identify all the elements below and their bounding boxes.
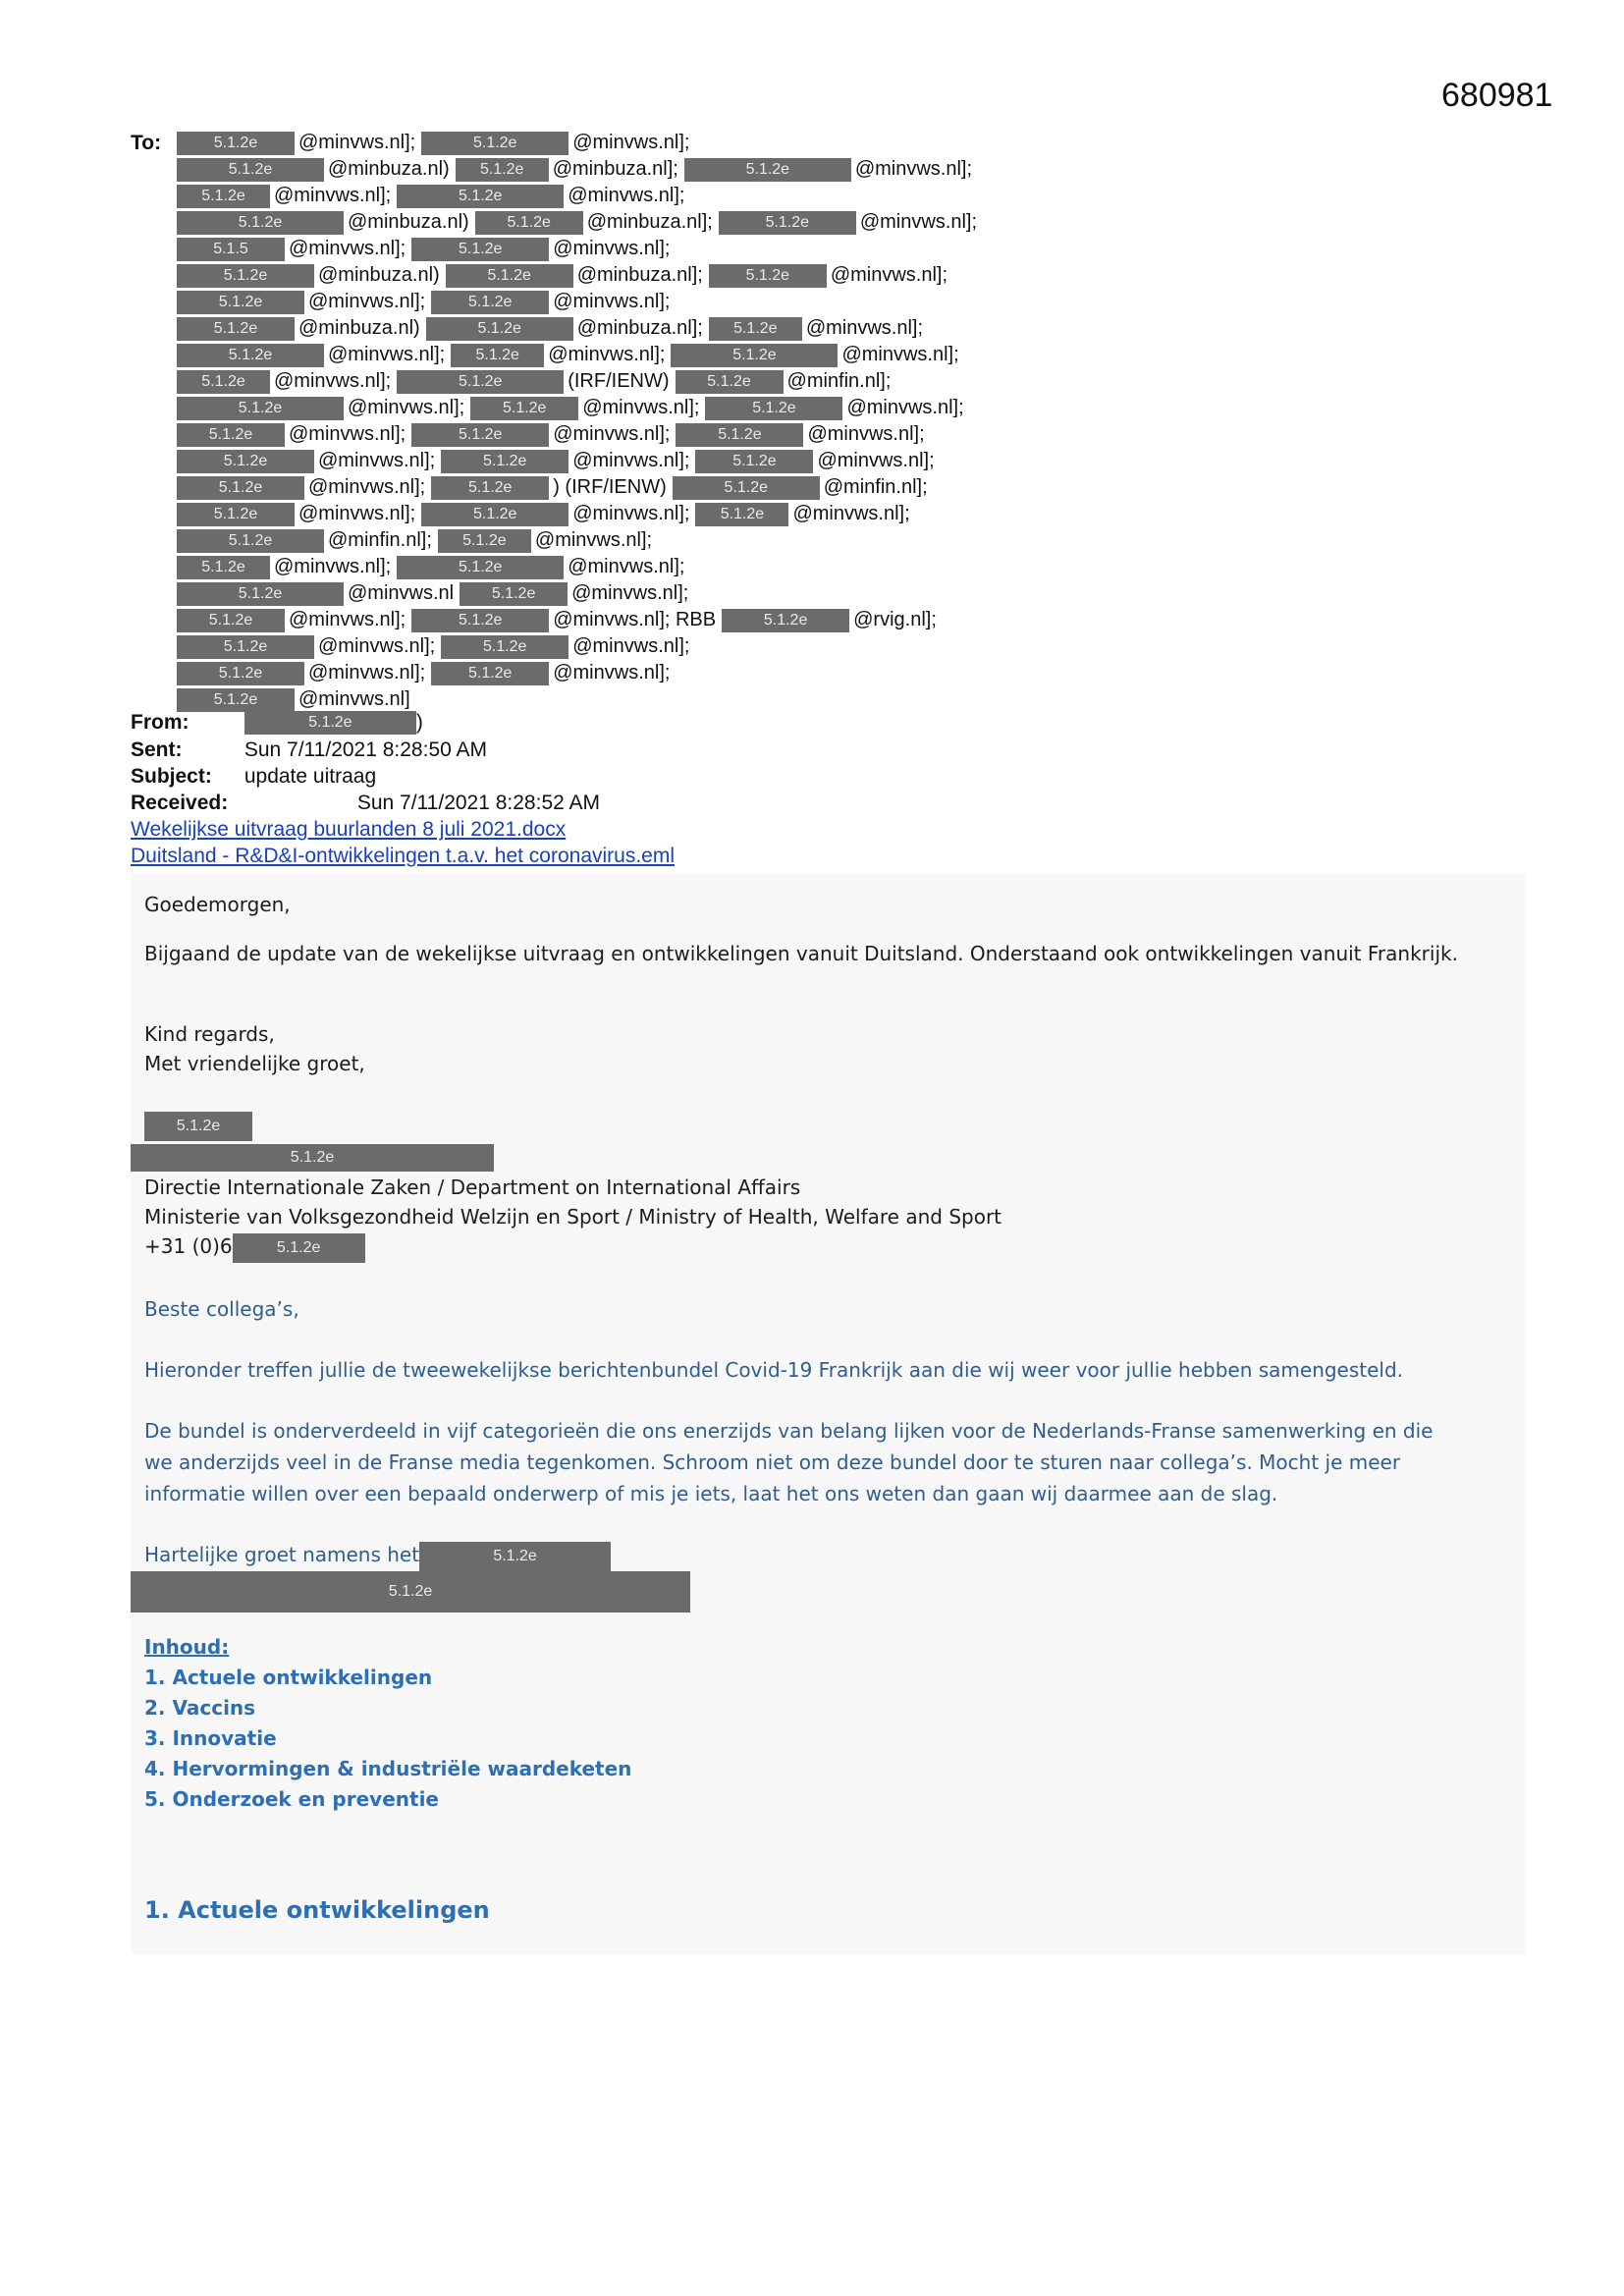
sent-row [131, 737, 487, 763]
redaction-box: 5.1.2e [233, 1233, 365, 1263]
redaction-box: 5.1.2e [177, 423, 285, 447]
recipient-address: @minvws.nl]; RBB [553, 609, 717, 631]
recipient-address: @minvws.nl]; [553, 238, 671, 260]
recipient-address: @minvws.nl]; [308, 662, 426, 684]
redaction-box: 5.1.2e [676, 423, 803, 447]
recipient-address: @minfin.nl]; [823, 476, 928, 499]
received-value: Sun 7/11/2021 8:28:52 AM [356, 792, 600, 814]
recipient-address: @minvws.nl]; [572, 132, 690, 154]
forward-paragraph-1: Hieronder treffen jullie de tweewekelijkse berichtenbundel Covid-19 Frankrijk aan die wij weer voor jullie hebben samengesteld. [144, 1358, 1404, 1382]
recipient-address: @minbuza.nl) [318, 264, 440, 287]
redaction-box: 5.1.2e [456, 158, 549, 182]
redaction-box: 5.1.2e [131, 1571, 690, 1613]
greeting: Goedemorgen, [144, 893, 291, 916]
recipient-address: @minvws.nl]; [805, 317, 924, 340]
redaction-box: 5.1.2e [460, 582, 568, 606]
redaction-box: 5.1.2e [177, 264, 314, 288]
toc-title[interactable]: Inhoud: [144, 1635, 230, 1659]
redaction-box: 5.1.2e [177, 344, 324, 367]
redaction-box: 5.1.2e [411, 609, 549, 632]
closing-english: Kind regards, [144, 1022, 275, 1046]
redaction-box: 5.1.2e [177, 450, 314, 473]
recipient-line [177, 501, 1551, 527]
recipient-address: @minvws.nl]; [817, 450, 935, 472]
section-heading: 1. Actuele ontwikkelingen [144, 1896, 490, 1924]
forward-sign-row [144, 1540, 611, 1571]
recipient-line [177, 236, 1551, 262]
recipient-address: @minvws.nl]; [859, 211, 978, 234]
recipient-line [177, 183, 1551, 209]
intro-paragraph: Bijgaand de update van de wekelijkse uitvraag en ontwikkelingen vanuit Duitsland. Onderstaand ook ontwikkelingen vanuit Frankrijk. [144, 942, 1458, 965]
redaction-box: 5.1.2e [177, 635, 314, 659]
recipient-address: @minvws.nl]; [572, 450, 690, 472]
recipient-address: @minvws.nl]; [548, 344, 666, 366]
redaction-box: 5.1.2e [470, 397, 578, 420]
recipient-line [177, 660, 1551, 686]
recipient-address: @minvws.nl]; [553, 423, 671, 446]
signature-phone: +31 (0)6 [144, 1234, 233, 1258]
recipient-list [177, 130, 1551, 713]
recipient-address: @minvws.nl]; [830, 264, 948, 287]
recipient-address: @minvws.nl]; [582, 397, 700, 419]
redaction-box: 5.1.2e [177, 291, 304, 314]
recipient-line [177, 421, 1551, 448]
subject-value: update uitraag [244, 765, 377, 788]
recipient-address: @minvws.nl]; [274, 556, 392, 578]
recipient-line [177, 395, 1551, 421]
document-id: 680981 [1441, 77, 1553, 114]
redaction-box: 5.1.2e [397, 556, 564, 579]
redaction-box: 5.1.2e [177, 158, 324, 182]
redaction-box: 5.1.2e [244, 711, 416, 735]
redaction-box: 5.1.2e [671, 344, 838, 367]
recipient-address: @minvws.nl]; [846, 397, 964, 419]
recipient-line [177, 130, 1551, 156]
recipient-address: @minvws.nl]; [274, 185, 392, 207]
recipient-line [177, 368, 1551, 395]
recipient-address: @minvws.nl]; [308, 291, 426, 313]
redaction-box: 5.1.2e [177, 662, 304, 685]
attachment-link[interactable]: Wekelijkse uitvraag buurlanden 8 juli 2021.docx [131, 818, 567, 841]
recipient-address: @rvig.nl]; [853, 609, 937, 631]
redaction-box: 5.1.2e [421, 503, 568, 526]
redaction-box: 5.1.2e [177, 185, 270, 208]
redaction-box: 5.1.2e [177, 211, 344, 235]
redaction-box: 5.1.2e [441, 635, 568, 659]
recipient-line [177, 527, 1551, 554]
recipient-address: @minbuza.nl) [298, 317, 420, 340]
subject-row [131, 763, 376, 790]
redaction-box: 5.1.2e [438, 529, 531, 553]
toc-item[interactable]: 5. Onderzoek en preventie [144, 1787, 439, 1811]
recipient-address: @minvws.nl]; [572, 503, 690, 525]
recipient-line [177, 156, 1551, 183]
redaction-box: 5.1.2e [421, 132, 568, 155]
redaction-box: 5.1.2e [446, 264, 573, 288]
redaction-box: 5.1.2e [144, 1112, 252, 1141]
redaction-box: 5.1.5 [177, 238, 285, 261]
forward-paragraph-2-line-1: De bundel is onderverdeeld in vijf categorieën die ons enerzijds van belang lijken voor de Nederlands-Franse samenwerking en die [144, 1419, 1434, 1443]
recipient-address: ) (IRF/IENW) [553, 476, 667, 499]
recipient-address: @minvws.nl]; [274, 370, 392, 393]
toc-item[interactable]: 1. Actuele ontwikkelingen [144, 1666, 433, 1689]
redaction-box: 5.1.2e [431, 476, 549, 500]
recipient-address: @minvws.nl]; [289, 238, 406, 260]
recipient-address: @minvws.nl]; [807, 423, 925, 446]
redaction-box: 5.1.2e [177, 503, 295, 526]
toc-item[interactable]: 3. Innovatie [144, 1726, 277, 1750]
recipient-address: @minvws.nl]; [318, 450, 436, 472]
recipient-address: @minvws.nl]; [308, 476, 426, 499]
recipient-address: @minvws.nl]; [348, 397, 465, 419]
redaction-box: 5.1.2e [397, 370, 564, 394]
recipient-address: @minbuza.nl]; [552, 158, 678, 181]
redaction-box: 5.1.2e [705, 397, 842, 420]
recipient-line [177, 262, 1551, 289]
redaction-box: 5.1.2e [411, 423, 549, 447]
signature-department: Directie Internationale Zaken / Department on International Affairs [144, 1175, 801, 1199]
redaction-box: 5.1.2e [177, 556, 270, 579]
recipient-line [177, 474, 1551, 501]
recipient-line [177, 342, 1551, 368]
recipient-address: @minvws.nl]; [298, 132, 416, 154]
recipient-line [177, 607, 1551, 633]
redaction-box: 5.1.2e [177, 397, 344, 420]
redaction-box: 5.1.2e [177, 476, 304, 500]
recipient-line [177, 209, 1551, 236]
redaction-box: 5.1.2e [719, 211, 856, 235]
redaction-box: 5.1.2e [177, 529, 324, 553]
recipient-address: @minvws.nl]; [553, 662, 671, 684]
toc [144, 1632, 631, 1815]
redaction-box: 5.1.2e [177, 370, 270, 394]
recipient-address: @minvws.nl]; [571, 582, 689, 605]
subject-label: Subject: [131, 765, 212, 788]
recipient-address: @minvws.nl]; [318, 635, 436, 658]
recipient-address: (IRF/IENW) [568, 370, 670, 393]
redaction-box: 5.1.2e [177, 317, 295, 341]
redaction-box: 5.1.2e [676, 370, 784, 394]
to-label: To: [131, 132, 162, 154]
redaction-box: 5.1.2e [419, 1542, 611, 1571]
redaction-box: 5.1.2e [426, 317, 573, 341]
recipient-address: @minvws.nl]; [534, 529, 653, 552]
recipient-address: @minvws.nl]; [841, 344, 959, 366]
forward-paragraph-2-line-2: we anderzijds veel in de Franse media tegenkomen. Schroom niet om deze bundel door te sturen naar collega’s. Mocht je meer [144, 1450, 1401, 1474]
sent-value: Sun 7/11/2021 8:28:50 AM [244, 738, 487, 761]
recipient-address: @minvws.nl]; [289, 609, 406, 631]
recipient-address: @minvws.nl]; [553, 291, 671, 313]
from-row: From: 5.1.2e ) [131, 711, 423, 734]
recipient-address: @minvws.nl [348, 582, 455, 605]
redaction-box: 5.1.2e [475, 211, 583, 235]
recipient-address: @minvws.nl]; [568, 556, 685, 578]
redaction-box: 5.1.2e [709, 264, 827, 288]
toc-item[interactable]: 4. Hervormingen & industriële waardeketen [144, 1757, 632, 1780]
recipient-address: @minvws.nl]; [289, 423, 406, 446]
recipient-address: @minvws.nl]; [328, 344, 446, 366]
recipient-address: @minvws.nl]; [298, 503, 416, 525]
redaction-box: 5.1.2e [722, 609, 849, 632]
recipient-address: @minbuza.nl]; [586, 211, 713, 234]
redaction-box: 5.1.2e [451, 344, 544, 367]
recipient-address: @minbuza.nl) [328, 158, 450, 181]
redaction-box: 5.1.2e [177, 132, 295, 155]
recipient-address: @minbuza.nl]; [576, 264, 703, 287]
redaction-box: 5.1.2e [177, 609, 285, 632]
received-label: Received: [131, 792, 229, 814]
signature-ministry: Ministerie van Volksgezondheid Welzijn en Sport / Ministry of Health, Welfare and Sport [144, 1205, 1002, 1229]
redaction-box: 5.1.2e [695, 503, 788, 526]
redaction-box: 5.1.2e [673, 476, 820, 500]
redaction-box: 5.1.2e [397, 185, 564, 208]
redaction-box: 5.1.2e [695, 450, 813, 473]
attachment-link[interactable]: Duitsland - R&D&I-ontwikkelingen t.a.v. het coronavirus.eml [131, 845, 676, 867]
recipient-address: @minvws.nl] [298, 688, 410, 711]
received-row [131, 790, 600, 816]
redaction-box: 5.1.2e [177, 688, 295, 712]
forward-paragraph-2-line-3: informatie willen over een bepaald onderwerp of mis je iets, laat het ons weten dan gaan wij daarmee aan de slag. [144, 1482, 1278, 1505]
recipient-line [177, 633, 1551, 660]
signature-phone-row [144, 1231, 365, 1263]
redaction-box: 5.1.2e [131, 1144, 494, 1172]
recipient-address: @minfin.nl]; [786, 370, 892, 393]
recipient-address: @minvws.nl]; [572, 635, 690, 658]
redaction-box: 5.1.2e [431, 662, 549, 685]
recipient-address: @minfin.nl]; [328, 529, 432, 552]
sent-label: Sent: [131, 738, 183, 761]
redaction-box: 5.1.2e [431, 291, 549, 314]
recipient-line [177, 289, 1551, 315]
recipient-address: @minvws.nl]; [792, 503, 910, 525]
from-label: From: [131, 711, 189, 734]
email-body [131, 874, 1525, 1954]
redaction-box: 5.1.2e [709, 317, 802, 341]
redaction-box: 5.1.2e [177, 582, 344, 606]
recipient-line [177, 448, 1551, 474]
toc-item[interactable]: 2. Vaccins [144, 1696, 256, 1720]
redaction-box: 5.1.2e [411, 238, 549, 261]
forward-greeting: Beste collega’s, [144, 1297, 299, 1321]
redaction-box: 5.1.2e [684, 158, 851, 182]
closing-dutch: Met vriendelijke groet, [144, 1052, 365, 1075]
recipient-address: @minbuza.nl) [348, 211, 469, 234]
recipient-address: @minvws.nl]; [568, 185, 685, 207]
redaction-box: 5.1.2e [441, 450, 568, 473]
recipient-line [177, 580, 1551, 607]
recipient-line [177, 554, 1551, 580]
recipient-address: @minvws.nl]; [854, 158, 973, 181]
recipient-line [177, 315, 1551, 342]
forward-sign: Hartelijke groet namens het [144, 1543, 420, 1566]
recipient-address: @minbuza.nl]; [576, 317, 703, 340]
